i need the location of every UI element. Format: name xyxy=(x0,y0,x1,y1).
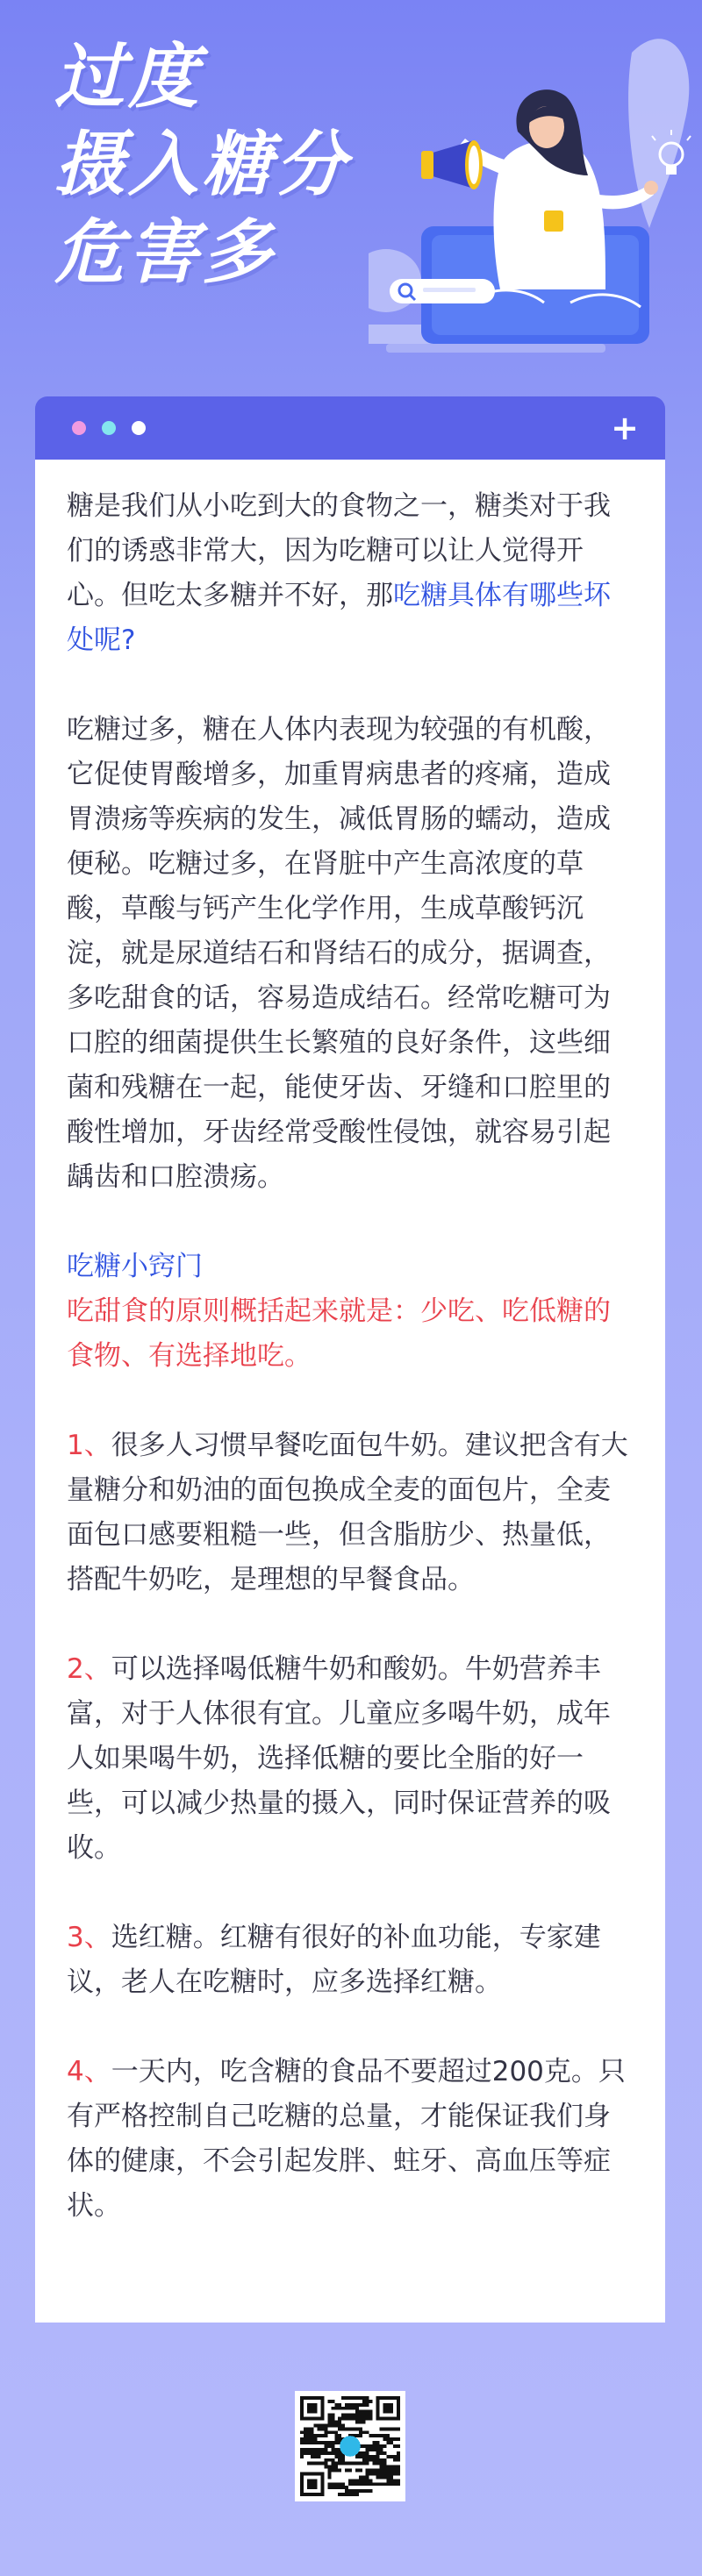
tip-number: 1、 xyxy=(67,1430,111,1461)
title-line-1: 过度 xyxy=(54,36,202,118)
plus-icon[interactable]: + xyxy=(611,409,639,447)
title-line-2: 摄入糖分 xyxy=(54,124,349,205)
header-illustration xyxy=(369,0,702,403)
intro-paragraph xyxy=(67,484,634,663)
tip-number: 2、 xyxy=(67,1653,111,1685)
qr-code[interactable] xyxy=(295,2391,405,2501)
tip-text: 可以选择喝低糖牛奶和酸奶。牛奶营养丰富，对于人体很有宜。儿童应多喝牛奶，成年人如果喝牛奶，选择低糖的要比全脂的好一些，可以减少热量的摄入，同时保证营养的吸收。 xyxy=(67,1653,611,1864)
tip-text: 很多人习惯早餐吃面包牛奶。建议把含有大量糖分和奶油的面包换成全麦的面包片，全麦面包口感要粗糙一些，但含脂肪少、热量低，搭配牛奶吃，是理想的早餐食品。 xyxy=(67,1430,628,1595)
window-dot-white xyxy=(132,421,146,435)
qr-code-image xyxy=(300,2396,400,2496)
megaphone-icon xyxy=(421,140,483,189)
window-dot-pink xyxy=(72,421,86,435)
article-card xyxy=(35,460,665,2323)
intro-text: 糖是我们从小吃到大的食物之一，糖类对于我们的诱惑非常大，因为吃糖可以让人觉得开心。但吃太多糖并不好，那 xyxy=(67,490,611,611)
tip-number: 4、 xyxy=(67,2056,111,2087)
tip-number: 3、 xyxy=(67,1922,111,1953)
title-line-3: 危害多 xyxy=(54,211,276,293)
tips-heading: 吃糖小窍门 xyxy=(67,1251,203,1282)
header xyxy=(0,0,702,403)
page-title xyxy=(54,33,349,296)
browser-window-bar xyxy=(35,396,665,460)
tip-text: 选红糖。红糖有很好的补血功能，专家建议，老人在吃糖时，应多选择红糖。 xyxy=(67,1922,601,1998)
tip-item-1 xyxy=(67,1424,634,1602)
tip-text: 一天内，吃含糖的食品不要超过200克。只有严格控制自己吃糖的总量，才能保证我们身体的健康，不会引起发胖、蛀牙、高血压等症状。 xyxy=(67,2056,626,2222)
window-dot-teal xyxy=(102,421,116,435)
tips-principle: 吃甜食的原则概括起来就是：少吃、吃低糖的食物、有选择地吃。 xyxy=(67,1295,611,1372)
tip-item-3 xyxy=(67,1916,634,2005)
harm-paragraph: 吃糖过多，糖在人体内表现为较强的有机酸，它促使胃酸增多，加重胃病患者的疼痛，造成胃溃疡等疾病的发生，减低胃肠的蠕动，造成便秘。吃糖过多，在肾脏中产生高浓度的草酸，草酸与钙产生化学作用，生成草酸钙沉淀，就是尿道结石和肾结石的成分，据调查，多吃甜食的话，容易造成结石。经常吃糖可为口腔的细菌提供生长繁殖的良好条件，这些细菌和残糖在一起，能使牙齿、牙缝和口腔里的酸性增加，牙齿经常受酸性侵蚀，就容易引起龋齿和口腔溃疡。 xyxy=(67,714,611,1193)
search-icon xyxy=(390,279,495,303)
tip-item-2 xyxy=(67,1647,634,1871)
intro-highlight: 吃糖具体有哪些坏处呢? xyxy=(67,580,611,656)
tip-item-4 xyxy=(67,2050,634,2229)
